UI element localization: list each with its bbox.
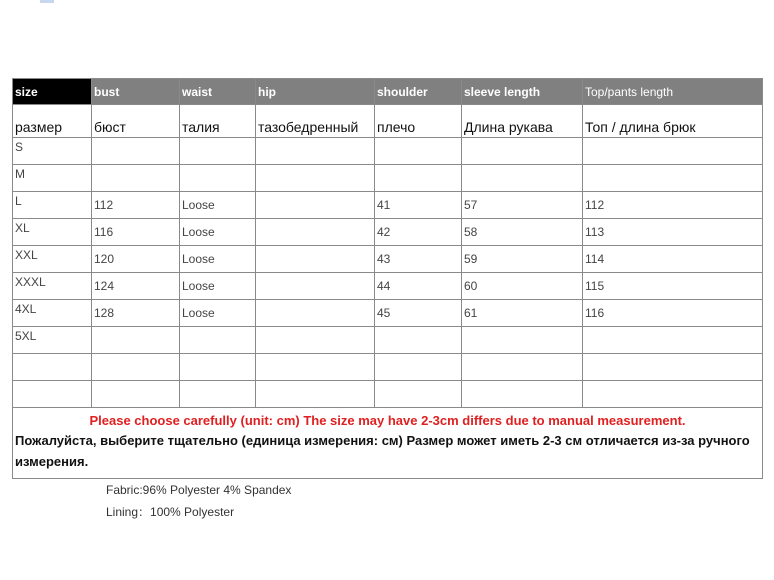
header-cell-ru: плечо [375, 105, 462, 138]
table-cell: 116 [583, 300, 763, 327]
table-cell: 61 [462, 300, 583, 327]
size-cell: L [13, 192, 92, 219]
table-cell: Loose [180, 300, 256, 327]
size-cell: 4XL [13, 300, 92, 327]
table-cell: 115 [583, 273, 763, 300]
fabric-composition: Fabric:96% Polyester 4% Spandex [106, 483, 292, 497]
table-cell [92, 165, 180, 192]
measurement-note-russian: Пожалуйста, выберите тщательно (единица измерения: см) Размер может иметь 2-3 см отличается из-за ручного измерения. [15, 433, 750, 469]
top-decoration-line [40, 0, 54, 3]
size-cell: XXXL [13, 273, 92, 300]
header-cell-ru: Топ / длина брюк [583, 105, 763, 138]
header-cell: hip [256, 79, 375, 105]
header-cell: Top/pants length [583, 79, 763, 105]
header-cell: sleeve length [462, 79, 583, 105]
note-row [13, 408, 763, 479]
table-row [13, 165, 763, 192]
table-cell: Loose [180, 219, 256, 246]
table-cell [462, 327, 583, 354]
header-cell-ru: Длина рукава [462, 105, 583, 138]
table-row [13, 273, 763, 300]
table-cell: Loose [180, 192, 256, 219]
table-cell: 57 [462, 192, 583, 219]
table-row [13, 327, 763, 354]
table-cell: 116 [92, 219, 180, 246]
size-cell: M [13, 165, 92, 192]
table-cell [256, 138, 375, 165]
table-row [13, 246, 763, 273]
table-cell [256, 327, 375, 354]
table-cell: 42 [375, 219, 462, 246]
table-cell [256, 246, 375, 273]
table-cell [180, 327, 256, 354]
table-cell: 59 [462, 246, 583, 273]
header-row-english [13, 79, 763, 105]
table-cell: 128 [92, 300, 180, 327]
table-cell [180, 138, 256, 165]
table-cell [375, 165, 462, 192]
size-cell: 5XL [13, 327, 92, 354]
table-cell [583, 138, 763, 165]
table-cell: 41 [375, 192, 462, 219]
table-cell: 58 [462, 219, 583, 246]
table-cell [375, 138, 462, 165]
table-cell [256, 165, 375, 192]
table-cell [92, 138, 180, 165]
table-row [13, 138, 763, 165]
table-row [13, 192, 763, 219]
table-cell [462, 138, 583, 165]
header-cell: bust [92, 79, 180, 105]
header-cell: size [13, 79, 92, 105]
table-cell [462, 165, 583, 192]
header-cell: shoulder [375, 79, 462, 105]
table-cell: 114 [583, 246, 763, 273]
table-cell [583, 165, 763, 192]
table-cell [92, 354, 180, 381]
size-cell [13, 381, 92, 408]
table-cell: 44 [375, 273, 462, 300]
header-cell-ru: бюст [92, 105, 180, 138]
table-cell [256, 354, 375, 381]
table-cell [375, 327, 462, 354]
header-cell-ru: талия [180, 105, 256, 138]
note-cell [13, 408, 763, 479]
table-cell: 124 [92, 273, 180, 300]
table-cell [180, 354, 256, 381]
lining-composition: Lining：100% Polyester [106, 505, 235, 519]
table-cell: Loose [180, 273, 256, 300]
table-cell [180, 381, 256, 408]
table-row [13, 381, 763, 408]
measurement-note-english: Please choose carefully (unit: cm) The size may have 2-3cm differs due to manual measurement. [89, 413, 686, 428]
table-cell [375, 354, 462, 381]
header-cell-ru: тазобедренный [256, 105, 375, 138]
table-cell [256, 381, 375, 408]
table-cell: 112 [92, 192, 180, 219]
table-cell [583, 354, 763, 381]
header-cell: waist [180, 79, 256, 105]
table-row [13, 354, 763, 381]
table-row [13, 219, 763, 246]
table-cell: 60 [462, 273, 583, 300]
table-row [13, 300, 763, 327]
size-cell [13, 354, 92, 381]
table-cell [92, 381, 180, 408]
table-cell: Loose [180, 246, 256, 273]
table-cell [375, 381, 462, 408]
table-cell [180, 165, 256, 192]
size-cell: XXL [13, 246, 92, 273]
size-chart-table [12, 78, 763, 479]
table-cell [462, 354, 583, 381]
table-cell: 43 [375, 246, 462, 273]
size-cell: S [13, 138, 92, 165]
size-cell: XL [13, 219, 92, 246]
table-cell [583, 327, 763, 354]
table-cell [256, 192, 375, 219]
header-row-russian [13, 105, 763, 138]
table-cell: 112 [583, 192, 763, 219]
table-cell [256, 219, 375, 246]
table-cell: 120 [92, 246, 180, 273]
table-cell [256, 300, 375, 327]
table-cell: 113 [583, 219, 763, 246]
table-cell [92, 327, 180, 354]
table-cell [256, 273, 375, 300]
table-cell [583, 381, 763, 408]
table-cell [462, 381, 583, 408]
table-cell: 45 [375, 300, 462, 327]
header-cell-ru: размер [13, 105, 92, 138]
